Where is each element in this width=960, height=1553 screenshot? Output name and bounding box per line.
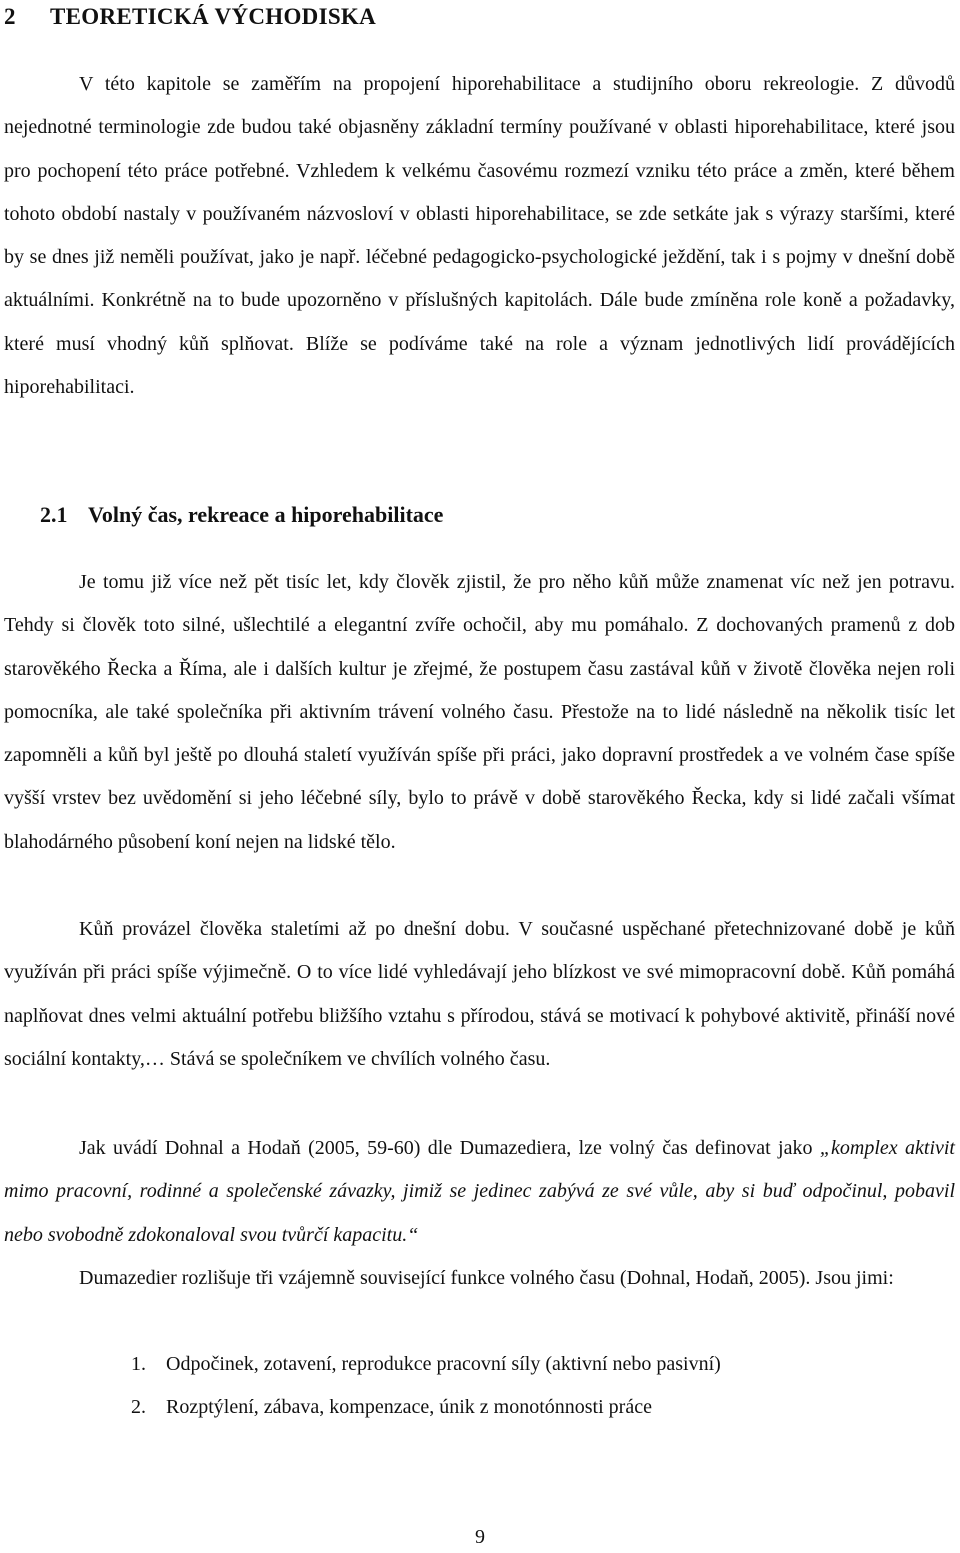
functions-list <box>0 1343 960 1430</box>
paragraph-history: Je tomu již více než pět tisíc let, kdy člověk zjistil, že pro něho kůň může znamenat víc než jen potravu. Tehdy si člověk toto silné, ušlechtilé a elegantní zvíře ochočil, aby mu pomáhalo. Z dochovaných pramenů z dob starověkého Řecka a Říma, ale i dalších kultur je zřejmé, že postupem času zastával kůň v životě člověka nejen roli pomocníka, ale také společníka při aktivním trávení volného času. Přestože na to lidé následně na několik tisíc let zapomněli a kůň byl ještě po dlouhá staletí využíván spíše při práci, jako dopravní prostředek a ve volném čase spíše vyšší vrstev bez uvědomění si jeho léčebné síly, bylo to právě v době starověkého Řecka, kdy si lidé začali všímat blahodárného působení koní nejen na lidské tělo. <box>4 571 955 853</box>
chapter-title: TEORETICKÁ VÝCHODISKA <box>50 4 377 29</box>
paragraph-definition <box>4 1127 955 1257</box>
chapter-heading <box>4 2 376 32</box>
paragraph-present: Kůň provázel člověka staletími až po dnešní dobu. V současné uspěchané přetechnizované době je kůň využíván při práci spíše výjimečně. O to více lidé vyhledávají jeho blízkost ve své mimopracovní době. Kůň pomáhá naplňovat dnes velmi aktuální potřebu bližšího vztahu s přírodou, stává se motivací k pohybové aktivitě, přináší nové sociální kontakty,… Stává se společníkem ve chvílích volného času. <box>4 918 955 1070</box>
section-title: Volný čas, rekreace a hiporehabilitace <box>88 502 444 527</box>
page-number: 9 <box>475 1526 485 1548</box>
list-item <box>0 1386 960 1429</box>
list-item-number: 1. <box>131 1353 146 1375</box>
chapter-number: 2 <box>4 4 16 29</box>
list-item-text: Odpočinek, zotavení, reprodukce pracovní síly (aktivní nebo pasivní) <box>166 1353 721 1375</box>
intro-paragraph: V této kapitole se zaměřím na propojení hiporehabilitace a studijního oboru rekreologie. Z důvodů nejednotné terminologie zde budou také objasněny základní termíny používané v oblasti hiporehabilitace, které jsou pro pochopení této práce potřebné. Vzhledem k velkému časovému rozmezí vzniku této práce a změn, které během tohoto období nastaly v používaném názvosloví v oblasti hiporehabilitace, se zde setkáte jak s výrazy staršími, které by se dnes již neměli používat, jako je např. léčebné pedagogicko-psychologické ježdění, tak i s pojmy v dnešní době aktuálními. Konkrétně na to bude upozorněno v příslušných kapitolách. Dále bude zmíněna role koně a požadavky, které musí vhodný kůň splňovat. Blíže se podíváme také na role a význam jednotlivých lidí provádějících hiporehabilitaci. <box>4 73 955 399</box>
list-item <box>0 1343 960 1386</box>
definition-quote: „komplex aktivit mimo pracovní, rodinné a společenské závazky, jimiž se jedinec zabývá ze své vůle, aby si buď odpočinul, pobavil nebo svobodně zdokonaloval svou tvůrčí kapacitu.“ <box>4 1137 955 1246</box>
section-number: 2.1 <box>40 502 68 527</box>
definition-lead: Jak uvádí Dohnal a Hodaň (2005, 59-60) dle Dumazediera, lze volný čas definovat jako <box>79 1137 820 1159</box>
list-item-number: 2. <box>131 1396 146 1419</box>
section-heading <box>40 500 443 530</box>
list-item-text: Rozptýlení, zábava, kompenzace, únik z monotónnosti práce <box>166 1396 652 1419</box>
paragraph-functions: Dumazedier rozlišuje tři vzájemně související funkce volného času (Dohnal, Hodaň, 2005). Jsou jimi: <box>79 1267 894 1289</box>
